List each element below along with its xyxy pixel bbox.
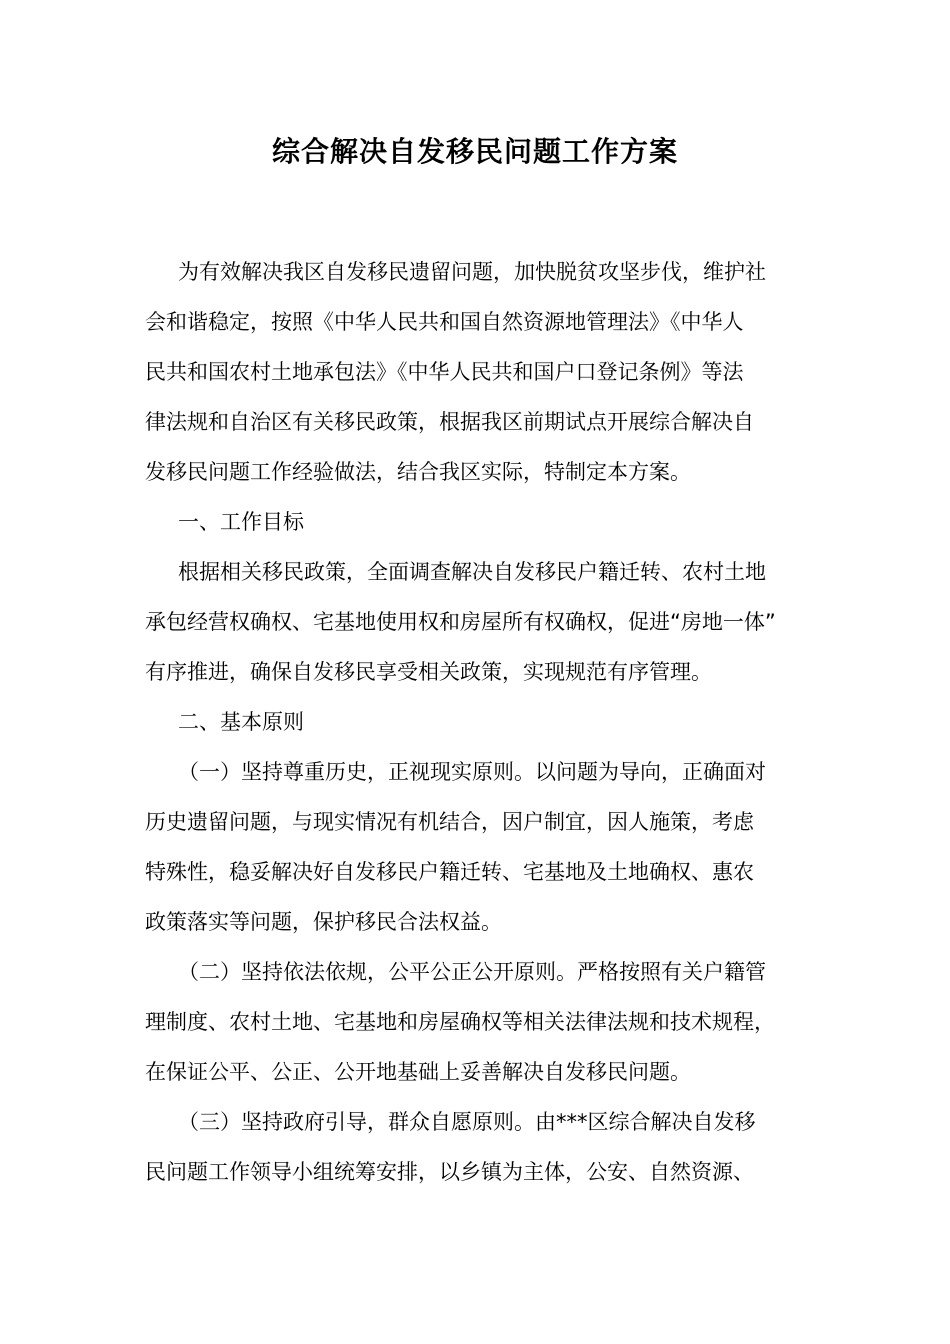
paragraph-line: 民共和国农村土地承包法》《中华人民共和国户口登记条例》等法 [145, 360, 744, 384]
paragraph-line: 理制度、农村土地、宅基地和房屋确权等相关法律法规和技术规程， [145, 1010, 775, 1034]
paragraph-line: 政策落实等问题，保护移民合法权益。 [145, 910, 502, 934]
document-title: 综合解决自发移民问题工作方案 [271, 135, 678, 168]
paragraph-line: 发移民问题工作经验做法，结合我区实际，特制定本方案。 [145, 460, 691, 484]
paragraph-line: （三）坚持政府引导，群众自愿原则。由***区综合解决自发移 [178, 1110, 756, 1134]
paragraph-line: （二）坚持依法依规，公平公正公开原则。严格按照有关户籍管 [178, 960, 766, 984]
paragraph-line: 律法规和自治区有关移民政策，根据我区前期试点开展综合解决自 [145, 410, 754, 434]
paragraph-line: 民问题工作领导小组统筹安排，以乡镇为主体，公安、自然资源、 [145, 1160, 754, 1184]
paragraph-line: 承包经营权确权、宅基地使用权和房屋所有权确权，促进“房地一体” [145, 610, 776, 634]
paragraph-line: （一）坚持尊重历史，正视现实原则。以问题为导向，正确面对 [178, 760, 766, 784]
paragraph-line: 特殊性，稳妥解决好自发移民户籍迁转、宅基地及土地确权、惠农 [145, 860, 754, 884]
paragraph-line: 历史遗留问题，与现实情况有机结合，因户制宜，因人施策，考虑 [145, 810, 754, 834]
section-heading: 二、基本原则 [178, 710, 304, 734]
paragraph-line: 为有效解决我区自发移民遗留问题，加快脱贫攻坚步伐，维护社 [178, 260, 766, 284]
paragraph-line: 会和谐稳定，按照《中华人民共和国自然资源地管理法》《中华人 [145, 310, 744, 334]
paragraph-line: 根据相关移民政策，全面调查解决自发移民户籍迁转、农村土地 [178, 560, 766, 584]
section-heading: 一、工作目标 [178, 510, 304, 534]
paragraph-line: 在保证公平、公正、公开地基础上妥善解决自发移民问题。 [145, 1060, 691, 1084]
paragraph-line: 有序推进，确保自发移民享受相关政策，实现规范有序管理。 [145, 660, 712, 684]
